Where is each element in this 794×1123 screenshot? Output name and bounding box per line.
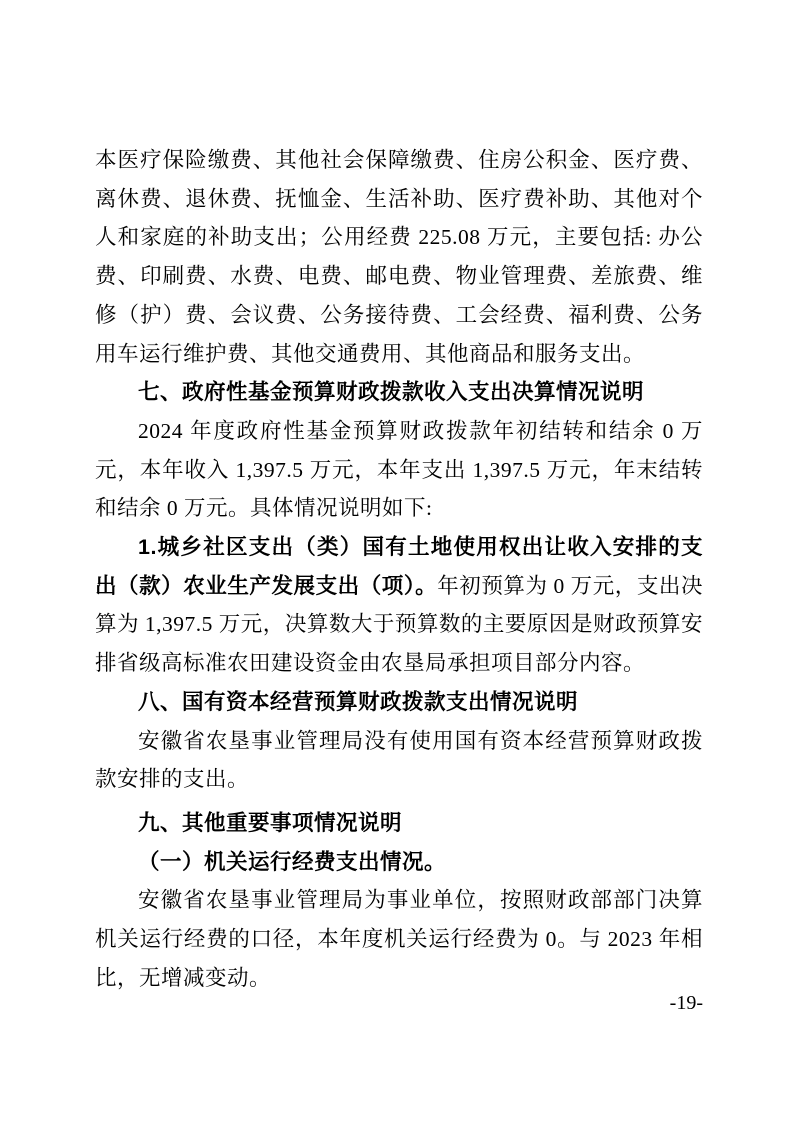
item-1-explanation: 年初预算为 0 万元，支出决算为 1,397.5 万元，决算数大于预算数的主要原因是财政预算安排省级高标准农田建设资金由农垦局承担项目部分内容。 <box>95 573 703 676</box>
paragraph-govfund-summary: 2024 年度政府性基金预算财政拨款年初结转和结余 0 万元，本年收入 1,397.5 万元，本年支出 1,397.5 万元，年末结转和结余 0 万元。具体情况说明如下: <box>95 418 703 521</box>
item-1-bold-title: 1.城乡社区支出（类）国有土地使用权出让收入安排的支出（款）农业生产发展支出（项）。 <box>95 535 703 598</box>
heading-section-9-other-matters: 九、其他重要事项情况说明 <box>138 810 403 835</box>
paragraph-item-1-urban-rural <box>95 528 703 683</box>
paragraph-state-capital: 安徽省农垦事业管理局没有使用国有资本经营预算财政拨款安排的支出。 <box>95 728 703 792</box>
page-number: -19- <box>669 992 703 1014</box>
heading-section-7-govfund: 七、政府性基金预算财政拨款收入支出决算情况说明 <box>138 380 645 405</box>
heading-section-8-state-capital: 八、国有资本经营预算财政拨款支出情况说明 <box>138 689 579 714</box>
heading-section-9-1-operating-expense: （一）机关运行经费支出情况。 <box>138 849 447 874</box>
paragraph-benefits-continued: 本医疗保险缴费、其他社会保障缴费、住房公积金、医疗费、离休费、退休费、抚恤金、生活补助、医疗费补助、其他对个人和家庭的补助支出；公用经费 225.08 万元，主要包括: 办公费、印刷费、水费、电费、邮电费、物业管理费、差旅费、维修（护）费、会议费、公务接待费、工会经费、福利费、公务用车运行维护费、其他交通费用、其他商品和服务支出。 <box>95 148 703 366</box>
paragraph-operating-expense: 安徽省农垦事业管理局为事业单位，按照财政部部门决算机关运行经费的口径，本年度机关运行经费为 0。与 2023 年相比，无增减变动。 <box>95 888 703 990</box>
